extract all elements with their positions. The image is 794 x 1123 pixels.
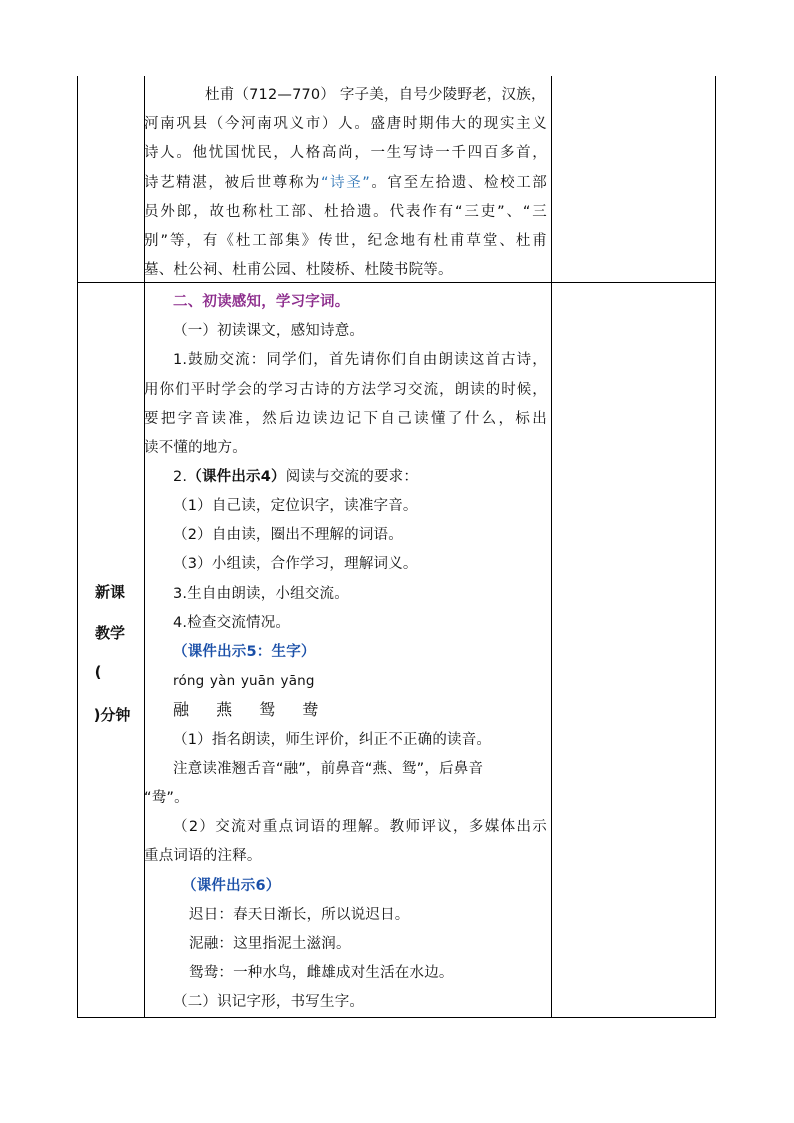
bio-text: 。官至左拾遗、检校工部 xyxy=(370,175,547,191)
table-border-right xyxy=(715,76,716,1018)
paragraph-line: 1.鼓励交流：同学们，首先请你们自由朗读这首古诗， xyxy=(173,352,547,368)
paragraph-line: 读不懂的地方。 xyxy=(144,440,247,456)
new-characters-line: 融 燕 鸳 鸯 xyxy=(173,700,321,719)
section-label-line: ( xyxy=(94,663,102,681)
bio-line: 河南巩县（今河南巩义市）人。盛唐时期伟大的现实主义 xyxy=(144,116,547,132)
paragraph-line: 注意读准翘舌音“融”，前鼻音“燕、鸳”，后鼻音 xyxy=(173,761,484,777)
sage-title-text: “诗圣” xyxy=(321,175,370,191)
paragraph-line: 3.生自由朗读，小组交流。 xyxy=(173,586,349,602)
bio-line xyxy=(144,173,547,193)
paragraph-line: （1）指名朗读，师生评价，纠正不正确的读音。 xyxy=(173,732,492,748)
courseware-ref: （课件出示5：生字） xyxy=(173,644,316,660)
table-border-bottom xyxy=(77,1017,716,1018)
word-definition: 泥融：这里指泥土滋润。 xyxy=(189,936,351,952)
item-text: 阅读与交流的要求： xyxy=(285,469,419,485)
word-definition: 迟日：春天日渐长，所以说迟日。 xyxy=(189,907,410,923)
requirement-item: （1）自己读，定位识字，读准字音。 xyxy=(173,498,418,514)
duration-label: )分钟 xyxy=(93,706,131,724)
word-definition: 鸳鸯：一种水鸟，雌雄成对生活在水边。 xyxy=(189,965,454,981)
lesson-plan-table xyxy=(77,76,716,1018)
pinyin-line: róng yàn yuān yāng xyxy=(173,673,315,689)
subsection-heading: （二）识记字形，书写生字。 xyxy=(173,994,365,1010)
bio-text: 诗艺精湛，被后世尊称为 xyxy=(144,175,321,191)
section-heading: 二、初读感知，学习字词。 xyxy=(173,294,350,310)
paragraph-line xyxy=(173,467,551,487)
paragraph-line: 4.检查交流情况。 xyxy=(173,615,291,631)
table-column-divider-2 xyxy=(551,76,552,1018)
requirement-item: （2）自由读，圈出不理解的词语。 xyxy=(173,527,403,543)
lesson-cell xyxy=(144,282,551,1017)
bio-line: 杜甫（712—770） 字子美，自号少陵野老，汉族， xyxy=(205,87,546,103)
courseware-ref: （课件出示4） xyxy=(187,469,286,485)
paragraph-line: “鸯”。 xyxy=(144,790,189,806)
paragraph-line: 重点词语的注释。 xyxy=(144,848,262,864)
paragraph-line: （2）交流对重点词语的理解。教师评议，多媒体出示 xyxy=(173,819,547,835)
bio-line: 诗人。他忧国忧民，人格高尚，一生写诗一千四百多首， xyxy=(144,145,547,161)
courseware-ref: （课件出示6） xyxy=(182,878,281,894)
requirement-item: （3）小组读，合作学习，理解词义。 xyxy=(173,556,418,572)
section-label-line: 教学 xyxy=(94,624,125,642)
paragraph-line: 要把字音读准，然后边读边记下自己读懂了什么，标出 xyxy=(144,411,547,427)
bio-line: 员外郎，故也称杜工部、杜拾遗。代表作有“三吏”、“三 xyxy=(144,204,547,220)
table-border-left xyxy=(77,76,78,1018)
bio-cell xyxy=(144,76,551,282)
subsection-heading: （一）初读课文，感知诗意。 xyxy=(173,323,365,339)
item-number: 2. xyxy=(173,469,188,485)
bio-line: 别”等，有《杜工部集》传世，纪念地有杜甫草堂、杜甫 xyxy=(144,233,547,249)
section-label-line: 新课 xyxy=(94,583,125,601)
bio-line: 墓、杜公祠、杜甫公园、杜陵桥、杜陵书院等。 xyxy=(144,262,453,278)
paragraph-line: 用你们平时学会的学习古诗的方法学习交流，朗读的时候， xyxy=(144,382,547,398)
